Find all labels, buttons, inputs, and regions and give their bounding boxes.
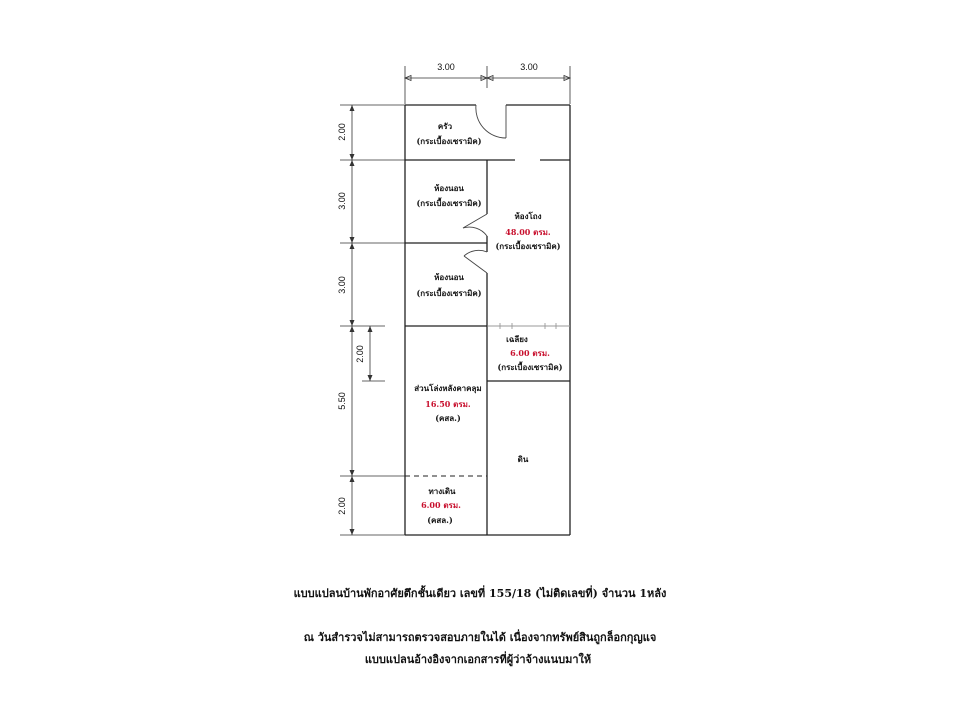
caption-line-2: ณ วันสำรวจไม่สามารถตรวจสอบภายในได้ เนื่องจากทรัพย์สินถูกล็อกกุญแจ xyxy=(303,631,657,644)
kitchen-name: ครัว xyxy=(437,121,453,131)
caption-line-3: แบบแปลนอ้างอิงจากเอกสารที่ผู้ว่าจ้างแนบมาให้ xyxy=(364,653,592,666)
walkway-name: ทางเดิน xyxy=(428,486,456,496)
terrace-area: 6.00 ตรม. xyxy=(510,348,550,358)
hall-name: ห้องโถง xyxy=(514,211,542,221)
walls xyxy=(405,105,570,535)
bedroom2-finish: (กระเบื้องเซรามิค) xyxy=(416,288,482,298)
dim-left-3: 3.00 xyxy=(337,276,347,294)
room-walkway xyxy=(421,486,461,525)
bedroom1-name: ห้องนอน xyxy=(434,183,464,193)
carport-area: 16.50 ตรม. xyxy=(425,399,471,409)
terrace-opening xyxy=(488,323,570,329)
dim-left-5: 2.00 xyxy=(337,497,347,515)
dim-top-left: 3.00 xyxy=(437,62,455,72)
dim-left-2: 3.00 xyxy=(337,192,347,210)
terrace-finish: (กระเบื้องเซรามิค) xyxy=(497,362,563,372)
top-dimension xyxy=(405,62,570,104)
dim-inner: 2.00 xyxy=(355,345,365,363)
hall-finish: (กระเบื้องเซรามิค) xyxy=(495,241,561,251)
room-kitchen xyxy=(416,121,481,146)
area-soil xyxy=(518,454,529,464)
bedroom1-door xyxy=(463,227,487,236)
soil-name: ดิน xyxy=(517,454,529,464)
inner-dimension xyxy=(355,326,385,381)
hall-area: 48.00 ตรม. xyxy=(505,227,551,237)
room-bedroom-2 xyxy=(416,272,481,298)
kitchen-finish: (กระเบื้องเซรามิค) xyxy=(416,136,482,146)
carport-name: ส่วนโล่งหลังคาคลุม xyxy=(414,383,482,393)
room-carport xyxy=(414,383,481,423)
dim-left-1: 2.00 xyxy=(337,123,347,141)
bedroom1-finish: (กระเบื้องเซรามิค) xyxy=(416,198,482,208)
terrace-name: เฉลียง xyxy=(506,334,528,344)
walkway-finish: (คสล.) xyxy=(427,515,453,525)
kitchen-door xyxy=(476,105,506,138)
bedroom2-name: ห้องนอน xyxy=(434,272,464,282)
room-bedroom-1 xyxy=(416,183,481,208)
walkway-area: 6.00 ตรม. xyxy=(421,500,461,510)
caption-line-1: แบบแปลนบ้านพักอาศัยตึกชั้นเดียว เลขที่ 155/18 (ไม่ติดเลขที่) จำนวน 1หลัง xyxy=(293,587,667,600)
dim-top-right: 3.00 xyxy=(520,62,538,72)
bedroom2-door xyxy=(464,250,487,256)
carport-finish: (คสล.) xyxy=(435,413,461,423)
caption xyxy=(294,585,667,667)
room-terrace xyxy=(497,334,562,372)
left-dimension xyxy=(337,105,405,535)
room-hall xyxy=(495,211,560,251)
dim-left-4: 5.50 xyxy=(337,392,347,410)
